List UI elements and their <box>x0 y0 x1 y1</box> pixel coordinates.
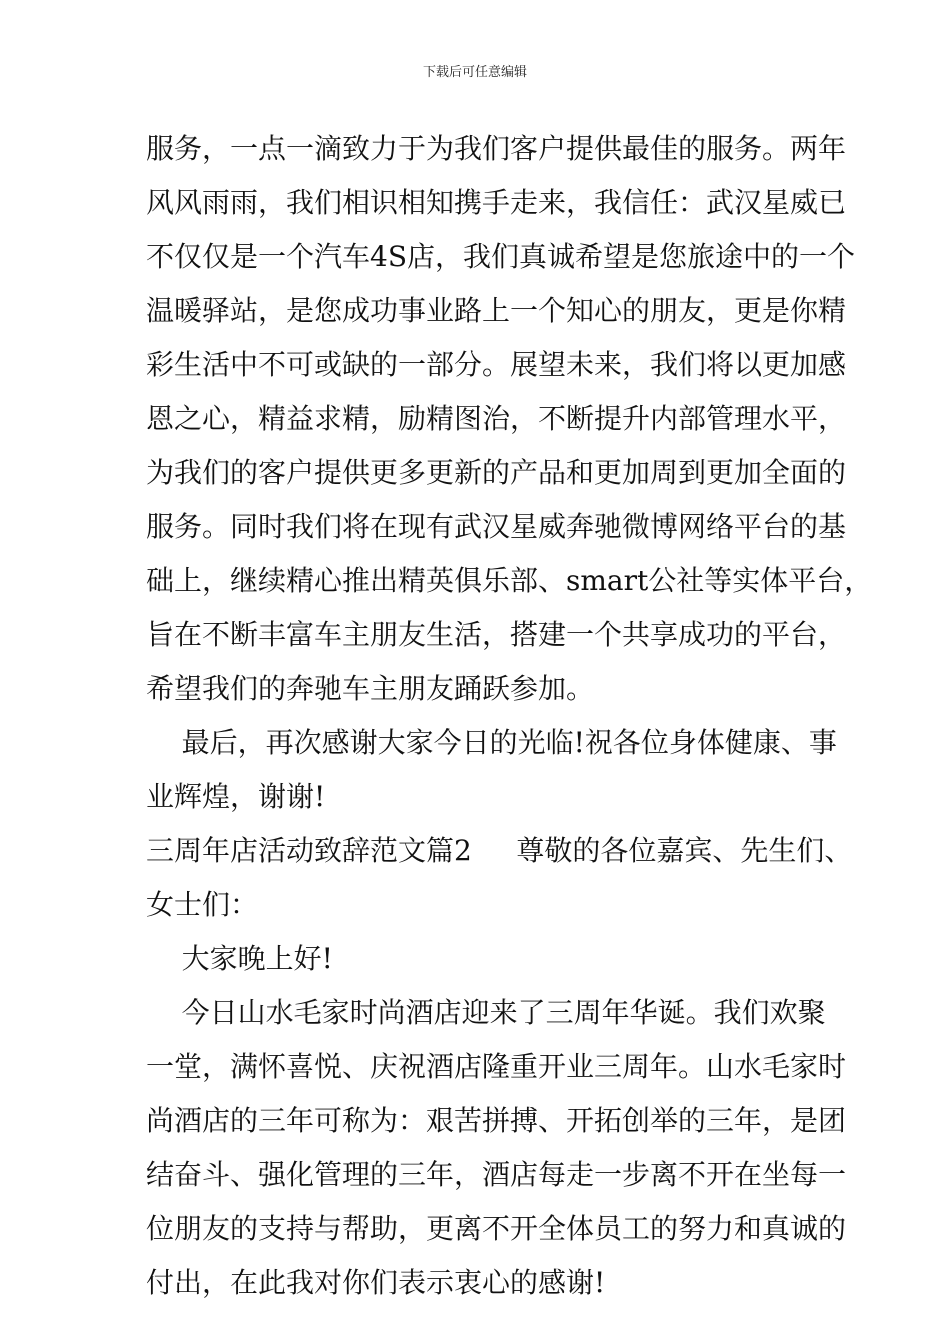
body-line-16: 大家晚上好! <box>146 942 333 975</box>
body-line-1: 服务，一点一滴致力于为我们客户提供最佳的服务。两年 <box>146 132 847 165</box>
body-line-11: 希望我们的奔驰车主朋友踊跃参加。 <box>146 672 595 705</box>
body-line-18: 一堂，满怀喜悦、庆祝酒店隆重开业三周年。山水毛家时 <box>146 1050 847 1083</box>
body-line-20: 结奋斗、强化管理的三年，酒店每走一步离不开在坐每一 <box>146 1158 847 1191</box>
body-line-17: 今日山水毛家时尚酒店迎来了三周年华诞。我们欢聚 <box>146 996 826 1029</box>
body-line-2: 风风雨雨，我们相识相知携手走来，我信任：武汉星威已 <box>146 186 847 219</box>
body-line-6: 恩之心，精益求精，励精图治，不断提升内部管理水平， <box>146 402 847 435</box>
body-line-13: 业辉煌，谢谢! <box>146 780 326 813</box>
body-line-4: 温暖驿站，是您成功事业路上一个知心的朋友，更是你精 <box>146 294 847 327</box>
body-line-10: 旨在不断丰富车主朋友生活，搭建一个共享成功的平台， <box>146 618 847 651</box>
body-line-3: 不仅仅是一个汽车4S店，我们真诚希望是您旅途中的一个 <box>146 240 855 273</box>
body-line-7: 为我们的客户提供更多更新的产品和更加周到更加全面的 <box>146 456 847 489</box>
body-line-14: 三周年店活动致辞范文篇2 尊敬的各位嘉宾、先生们、 <box>146 834 853 867</box>
body-line-22: 付出，在此我对你们表示衷心的感谢! <box>146 1266 606 1299</box>
body-line-21: 位朋友的支持与帮助，更离不开全体员工的努力和真诚的 <box>146 1212 847 1245</box>
body-line-15: 女士们： <box>146 888 259 921</box>
body-line-5: 彩生活中不可或缺的一部分。展望未来，我们将以更加感 <box>146 348 847 381</box>
page-header-note: 下载后可任意编辑 <box>422 65 527 80</box>
body-line-12: 最后，再次感谢大家今日的光临!祝各位身体健康、事 <box>146 726 837 759</box>
body-line-19: 尚酒店的三年可称为：艰苦拼搏、开拓创举的三年，是团 <box>146 1104 847 1137</box>
body-line-9: 础上，继续精心推出精英俱乐部、smart公社等实体平台， <box>146 564 873 597</box>
body-line-8: 服务。同时我们将在现有武汉星威奔驰微博网络平台的基 <box>146 510 847 543</box>
